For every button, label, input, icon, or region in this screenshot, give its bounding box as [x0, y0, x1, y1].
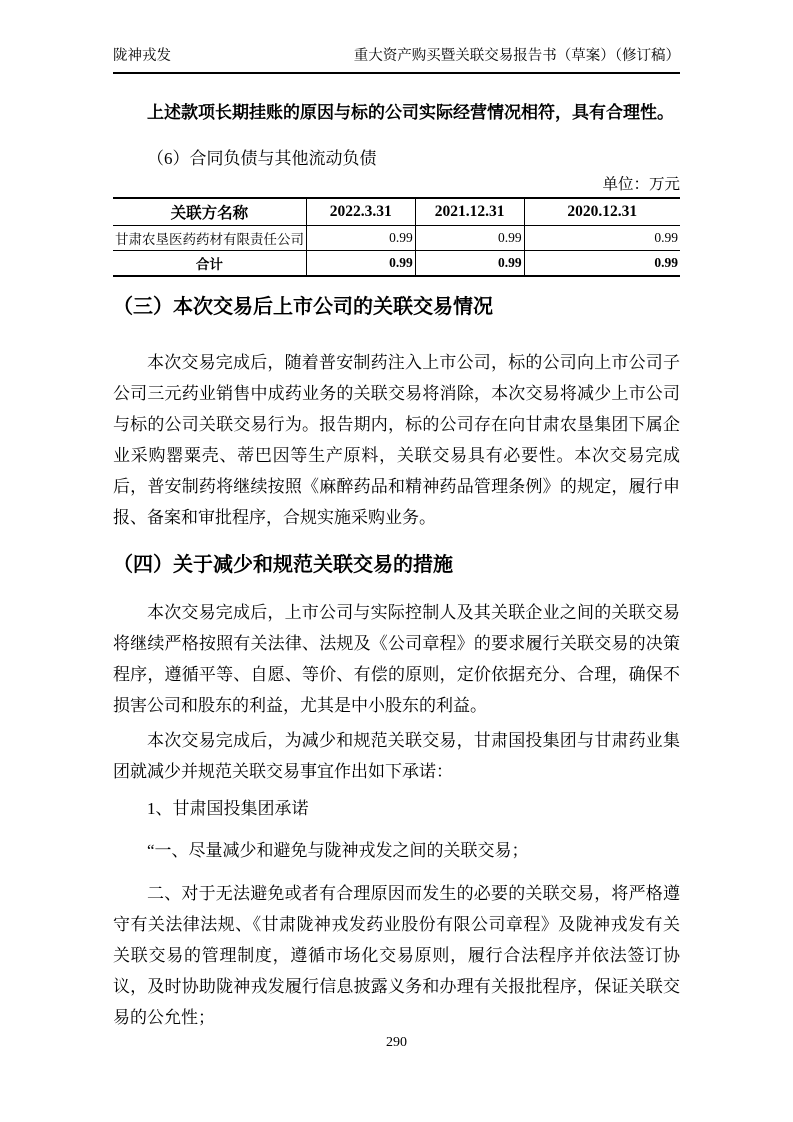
total-label-cell: 合计 [113, 251, 306, 277]
commitment-item-label: 1、甘肃国投集团承诺 [147, 799, 309, 818]
page-header [113, 0, 680, 74]
value-2022-cell: 0.99 [306, 226, 415, 251]
table-row-gansu-nongken-pharma [113, 226, 680, 251]
table-unit-label: 单位：万元 [602, 176, 680, 193]
col-header-party-name: 关联方名称 [113, 198, 306, 226]
header-company-name: 陇神戎发 [113, 48, 171, 64]
total-2022-cell: 0.99 [306, 251, 415, 277]
page-number: 290 [386, 1035, 407, 1050]
section-4-paragraph-1: 本次交易完成后，上市公司与实际控制人及其关联企业之间的关联交易将继续严格按照有关法律、法规及《公司章程》的要求履行关联交易的决策程序，遵循平等、自愿、等价、有偿的原则，定价依据充分、合理，确保不损害公司和股东的利益，尤其是中小股东的利益。 [113, 603, 680, 715]
total-2021-cell: 0.99 [415, 251, 524, 277]
header-rule [113, 46, 680, 74]
subheading-contract-liabilities: （6）合同负债与其他流动负债 [147, 149, 377, 168]
col-header-2022-03-31: 2022.3.31 [306, 198, 415, 226]
page-footer [0, 1034, 793, 1052]
value-2020-cell: 0.99 [524, 226, 680, 251]
related-party-table [113, 197, 680, 277]
section-4-paragraph-2: 本次交易完成后，为减少和规范关联交易，甘肃国投集团与甘肃药业集团就减少并规范关联交易事宜作出如下承诺： [113, 731, 680, 781]
table-row-total [113, 251, 680, 277]
col-header-2021-12-31: 2021.12.31 [415, 198, 524, 226]
page-body [113, 100, 680, 1033]
party-name-cell: 甘肃农垦医药药材有限责任公司 [113, 226, 306, 251]
header-report-title: 重大资产购买暨关联交易报告书（草案）（修订稿） [353, 48, 680, 64]
value-2021-cell: 0.99 [415, 226, 524, 251]
table-header-row [113, 198, 680, 226]
commitment-clause-2: 二、对于无法避免或者有合理原因而发生的必要的关联交易，将严格遵守有关法律法规、《甘肃陇神戎发药业股份有限公司章程》及陇神戎发有关关联交易的管理制度，遵循市场化交易原则，履行合法程序并依法签订协议，及时协助陇神戎发履行信息披露义务和办理有关报批程序，保证关联交易的公允性； [113, 884, 680, 1027]
commitment-clause-1: “一、尽量减少和避免与陇神戎发之间的关联交易； [147, 841, 529, 860]
section-3-paragraph: 本次交易完成后，随着普安制药注入上市公司，标的公司向上市公司子公司三元药业销售中成药业务的关联交易将消除，本次交易将减少上市公司与标的公司关联交易行为。报告期内，标的公司存在向甘肃农垦集团下属企业采购罂粟壳、蒂巴因等生产原料，关联交易具有必要性。本次交易完成后，普安制药将继续按照《麻醉药品和精神药品管理条例》的规定，履行申报、备案和审批程序，合规实施采购业务。 [113, 353, 680, 527]
total-2020-cell: 0.99 [524, 251, 680, 277]
col-header-2020-12-31: 2020.12.31 [524, 198, 680, 226]
conclusion-paragraph: 上述款项长期挂账的原因与标的公司实际经营情况相符，具有合理性。 [147, 103, 674, 122]
heading-section-3: （三）本次交易后上市公司的关联交易情况 [113, 296, 493, 318]
heading-section-4: （四）关于减少和规范关联交易的措施 [113, 554, 453, 576]
